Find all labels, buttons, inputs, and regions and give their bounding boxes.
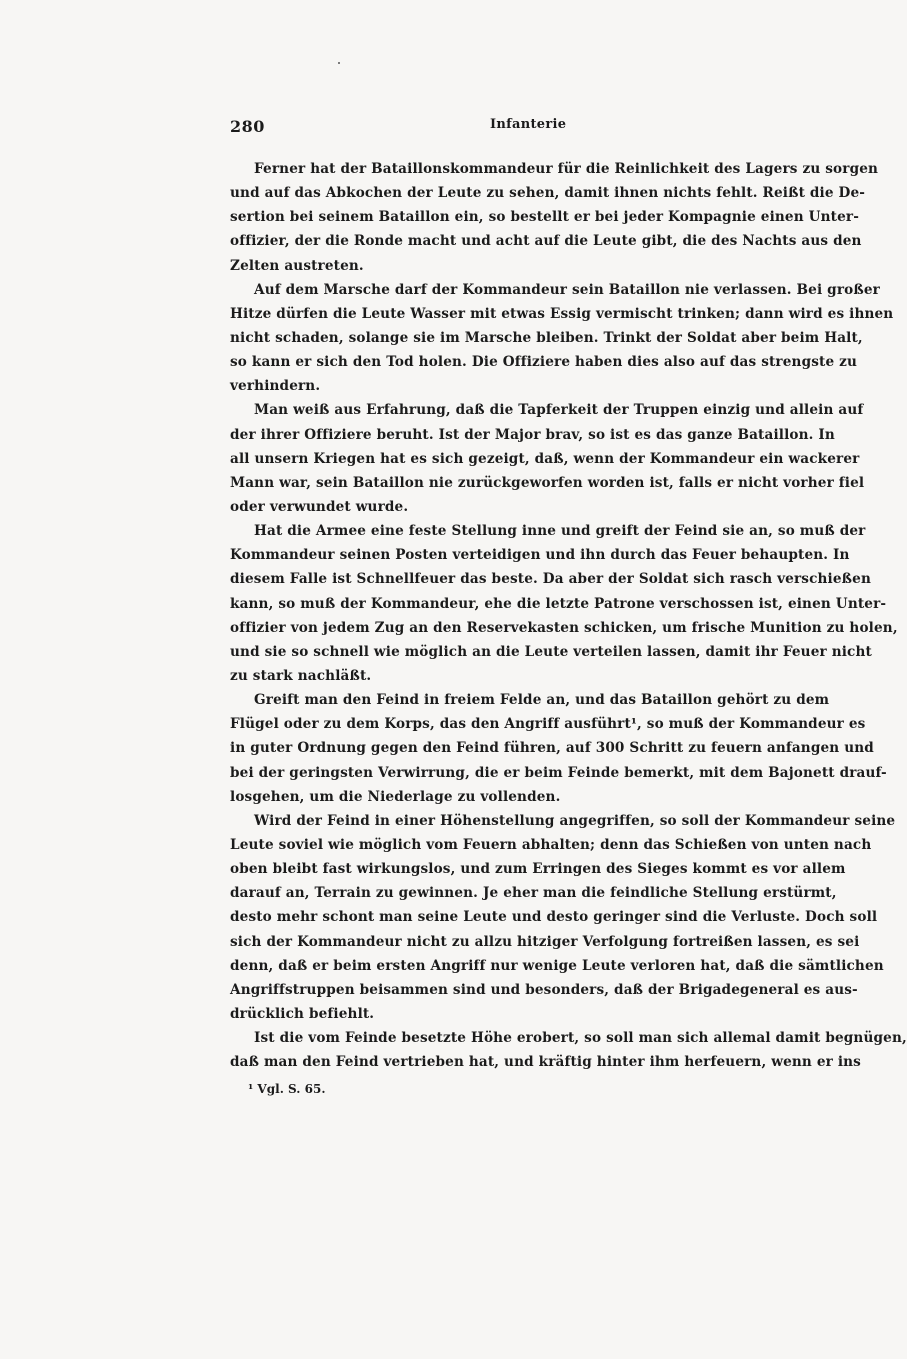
text-line: Greift man den Feind in freiem Felde an, und das Bataillon gehört zu dem: [254, 692, 830, 709]
text-line: nicht schaden, solange sie im Marsche bleiben. Trinkt der Soldat aber beim Halt,: [230, 329, 863, 346]
text-line: Zelten austreten.: [230, 257, 364, 274]
text-line: offizier, der die Ronde macht und acht auf die Leute gibt, die des Nachts aus den: [230, 233, 862, 250]
text-line: darauf an, Terrain zu gewinnen. Je eher man die feindliche Stellung erstürmt,: [230, 885, 837, 902]
text-line: Wird der Feind in einer Höhenstellung angegriffen, so soll der Kommandeur seine: [254, 812, 896, 829]
text-line: zu stark nachläßt.: [230, 667, 372, 684]
text-line: daß man den Feind vertrieben hat, und kräftig hinter ihm herfeuern, wenn er ins: [230, 1054, 861, 1071]
text-line: offizier von jedem Zug an den Reservekasten schicken, um frische Munition zu holen,: [230, 619, 898, 636]
text-line: Kommandeur seinen Posten verteidigen und ihn durch das Feuer behaupten. In: [230, 547, 850, 564]
text-line: desto mehr schont man seine Leute und desto geringer sind die Verluste. Doch soll: [230, 909, 878, 926]
running-head: [230, 117, 820, 139]
text-line: Angriffstruppen beisammen sind und besonders, daß der Brigadegeneral es aus-: [230, 981, 858, 998]
text-line: Man weiß aus Erfahrung, daß die Tapferkeit der Truppen einzig und allein auf: [254, 402, 864, 419]
text-line: sich der Kommandeur nicht zu allzu hitziger Verfolgung fortreißen lassen, es sei: [230, 933, 860, 950]
text-line: all unsern Kriegen hat es sich gezeigt, daß, wenn der Kommandeur ein wackerer: [230, 450, 860, 467]
text-line: Ferner hat der Bataillonskommandeur für die Reinlichkeit des Lagers zu sorgen: [254, 161, 879, 177]
text-line: Hitze dürfen die Leute Wasser mit etwas Essig vermischt trinken; dann wird es ihnen: [230, 305, 894, 322]
text-line: und sie so schnell wie möglich an die Leute verteilen lassen, damit ihr Feuer nicht: [230, 643, 872, 660]
text-line: Ist die vom Feinde besetzte Höhe erobert, so soll man sich allemal damit begnügen,: [254, 1030, 907, 1047]
text-line: so kann er sich den Tod holen. Die Offiziere haben dies also auf das strengste zu: [230, 354, 858, 371]
page-number: 280: [230, 117, 265, 136]
body-text: [230, 157, 907, 1074]
text-line: Leute soviel wie möglich vom Feuern abhalten; denn das Schießen von unten nach: [230, 836, 872, 853]
text-line: drücklich befiehlt.: [230, 1005, 375, 1022]
text-line: kann, so muß der Kommandeur, ehe die letzte Patrone verschossen ist, einen Unter-: [230, 595, 887, 612]
text-line: der ihrer Offiziere beruht. Ist der Major brav, so ist es das ganze Bataillon. In: [230, 426, 835, 443]
text-line: Hat die Armee eine feste Stellung inne und greift der Feind sie an, so muß der: [254, 523, 866, 540]
text-line: Flügel oder zu dem Korps, das den Angriff ausführt¹, so muß der Kommandeur es: [230, 716, 866, 733]
footnote: ¹ Vgl. S. 65.: [248, 1082, 326, 1096]
running-title: Infanterie: [490, 117, 567, 132]
text-line: oben bleibt fast wirkungslos, und zum Erringen des Sieges kommt es vor allem: [230, 861, 846, 878]
text-line: losgehen, um die Niederlage zu vollenden.: [230, 788, 561, 805]
paper-speck: [338, 62, 340, 64]
text-line: oder verwundet wurde.: [230, 498, 409, 515]
text-line: denn, daß er beim ersten Angriff nur wenige Leute verloren hat, daß die sämtlichen: [230, 957, 884, 974]
text-line: Mann war, sein Bataillon nie zurückgeworfen worden ist, falls er nicht vorher fiel: [230, 474, 865, 491]
text-line: verhindern.: [230, 378, 321, 395]
text-line: bei der geringsten Verwirrung, die er beim Feinde bemerkt, mit dem Bajonett drauf-: [230, 764, 887, 781]
text-line: sertion bei seinem Bataillon ein, so bestellt er bei jeder Kompagnie einen Unter-: [230, 209, 860, 226]
text-line: diesem Falle ist Schnellfeuer das beste. Da aber der Soldat sich rasch verschießen: [230, 571, 871, 588]
text-line: und auf das Abkochen der Leute zu sehen, damit ihnen nichts fehlt. Reißt die De-: [230, 185, 866, 202]
text-line: in guter Ordnung gegen den Feind führen, auf 300 Schritt zu feuern anfangen und: [230, 740, 874, 757]
text-line: Auf dem Marsche darf der Kommandeur sein Bataillon nie verlassen. Bei großer: [254, 281, 880, 298]
